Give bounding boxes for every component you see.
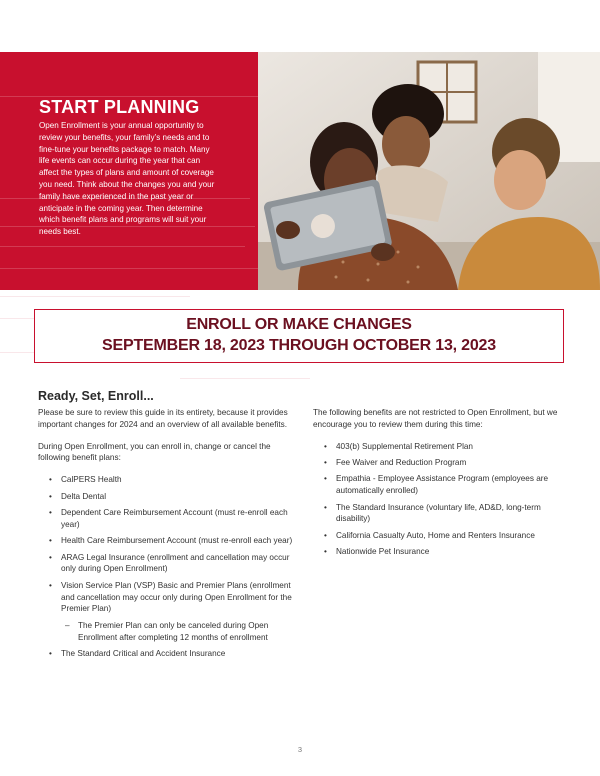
list-item (38, 580, 300, 615)
list-item-text: Vision Service Plan (VSP) Basic and Premier Plans (enrollment and cancellation may occur only during Open Enrollment for the Premier Plan) (61, 580, 292, 614)
list-item (313, 530, 563, 542)
list-item (38, 648, 300, 660)
family-photo (258, 52, 600, 290)
list-item-text: Health Care Reimbursement Account (must re-enroll each year) (61, 536, 293, 546)
bullet: • (49, 552, 52, 562)
list-item (38, 491, 300, 503)
left-column (38, 407, 300, 664)
list-item (313, 473, 563, 497)
list-item-text: CalPERS Health (61, 475, 122, 485)
section-heading: Ready, Set, Enroll... (38, 389, 154, 403)
list-item (38, 474, 300, 486)
list-item (38, 535, 300, 547)
list-item-text: ARAG Legal Insurance (enrollment and cancellation may occur only during Open Enrollment) (61, 552, 290, 574)
list-item (38, 507, 300, 531)
list-item-text: The Standard Critical and Accident Insurance (61, 648, 226, 658)
hero-title: START PLANNING (39, 97, 200, 117)
unrestricted-benefits-list (313, 441, 563, 558)
list-item (313, 546, 563, 558)
left-intro-text: Please be sure to review this guide in its entirety, because it provides important changes for 2024 and an overview of all available benefits. (38, 408, 288, 429)
enrollable-plans-list (38, 474, 300, 615)
bullet: • (49, 648, 52, 658)
bullet: • (324, 474, 327, 484)
banner-dates: SEPTEMBER 18, 2023 THROUGH OCTOBER 13, 2023 (102, 337, 496, 354)
enrollment-dates-banner (34, 309, 564, 363)
bullet: • (324, 441, 327, 451)
bullet: • (324, 530, 327, 540)
list-item (313, 457, 563, 469)
bullet: • (49, 536, 52, 546)
list-item-text: Empathia - Employee Assistance Program (employees are automatically enrolled) (336, 474, 549, 496)
dash: – (65, 620, 70, 630)
bullet: • (49, 507, 52, 517)
bullet: • (324, 457, 327, 467)
list-item-text: Nationwide Pet Insurance (336, 547, 430, 557)
list-item-text: 403(b) Supplemental Retirement Plan (336, 441, 473, 451)
bullet: • (324, 547, 327, 557)
list-item (38, 552, 300, 576)
list-item-text: Fee Waiver and Reduction Program (336, 457, 467, 467)
list-item (313, 502, 563, 526)
family-photo-image (258, 52, 600, 290)
list-item-text: Dependent Care Reimbursement Account (must re-enroll each year) (61, 507, 288, 529)
banner-heading: ENROLL OR MAKE CHANGES (186, 316, 412, 333)
list-item-text: Delta Dental (61, 491, 107, 501)
left-lead-text: During Open Enrollment, you can enroll in, change or cancel the following benefit plans: (38, 441, 271, 463)
list-item-text: California Casualty Auto, Home and Renters Insurance (336, 530, 535, 540)
page-number: 3 (297, 745, 303, 754)
list-subitem-text: The Premier Plan can only be canceled during Open Enrollment after completing 12 months of enrollment (78, 620, 269, 642)
right-intro-text: The following benefits are not restricted to Open Enrollment, but we encourage you to review them during this time: (313, 408, 558, 429)
bullet: • (49, 491, 52, 501)
hero-body-text: Open Enrollment is your annual opportunity to review your benefits, your family’s needs and to fine-tune your benefits package to match. Many life events can occur during the year that can affect the types of plans and amount of coverage you need. Think about the changes you and your family have experienced in the past year or anticipate in the coming year. Then determine which benefit plans and programs will suit your needs best. (39, 121, 215, 237)
bullet: • (49, 475, 52, 485)
list-item (313, 441, 563, 453)
bullet: • (324, 502, 327, 512)
list-subitem (38, 620, 300, 644)
right-column (313, 407, 563, 563)
list-item-text: The Standard Insurance (voluntary life, AD&D, long-term disability) (336, 502, 541, 524)
bullet: • (49, 580, 52, 590)
enrollable-plans-list-continued (38, 648, 300, 660)
